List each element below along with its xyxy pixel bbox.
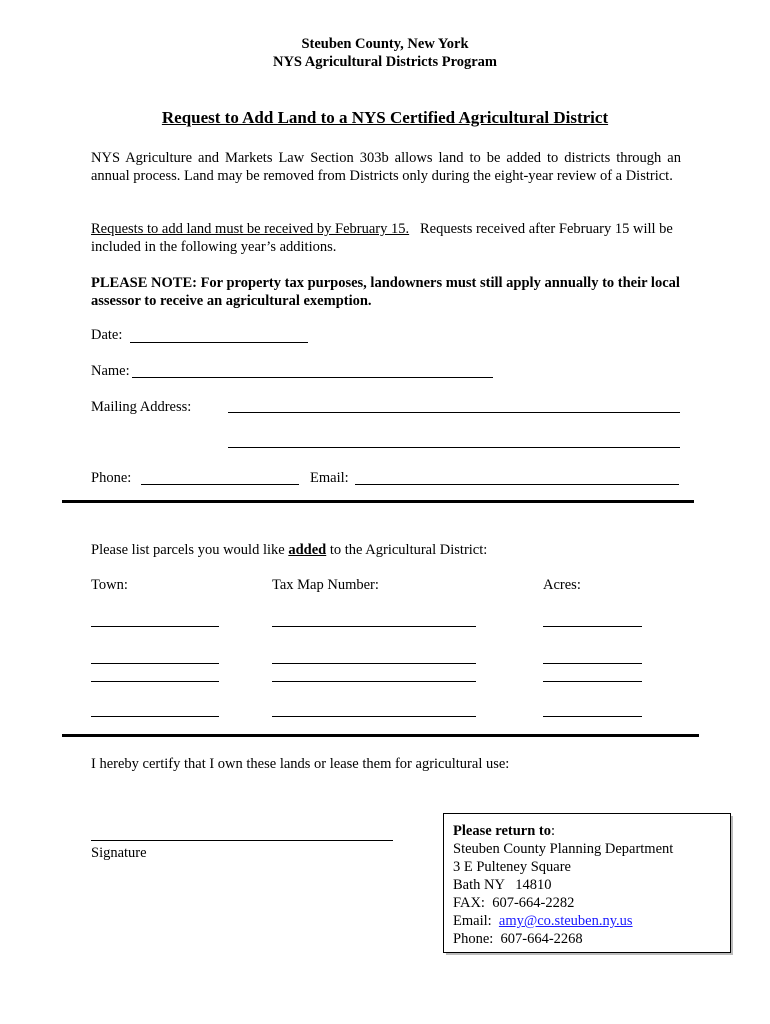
phone-field[interactable] <box>141 484 299 485</box>
parcel-taxmap-field-1[interactable] <box>272 626 476 627</box>
email-label: Email: <box>310 470 349 486</box>
parcel-town-field-3[interactable] <box>91 681 219 682</box>
parcel-acres-field-1[interactable] <box>543 626 642 627</box>
header-program: NYS Agricultural Districts Program <box>272 54 498 70</box>
parcels-instruction-start: Please list parcels you would like <box>91 542 289 558</box>
deadline-paragraph <box>91 220 681 256</box>
parcels-instruction <box>91 542 487 559</box>
parcel-acres-field-2[interactable] <box>543 663 642 664</box>
return-city: Bath NY 14810 <box>453 877 552 893</box>
parcel-acres-field-4[interactable] <box>543 716 642 717</box>
return-box-shadow-bottom <box>446 953 733 955</box>
col-taxmap-header: Tax Map Number: <box>272 577 379 593</box>
page-title: Request to Add Land to a NYS Certified Agricultural District <box>161 108 609 127</box>
return-address-box <box>443 813 731 953</box>
certify-statement: I hereby certify that I own these lands or lease them for agricultural use: <box>91 756 510 772</box>
return-dept: Steuben County Planning Department <box>453 841 674 857</box>
parcel-town-field-1[interactable] <box>91 626 219 627</box>
header-county: Steuben County, New York <box>301 36 469 52</box>
parcel-acres-field-3[interactable] <box>543 681 642 682</box>
name-field[interactable] <box>132 377 493 378</box>
parcel-taxmap-field-3[interactable] <box>272 681 476 682</box>
address-field-line1[interactable] <box>228 412 680 413</box>
section-divider-top <box>62 500 694 503</box>
phone-label: Phone: <box>91 470 132 486</box>
col-acres-header: Acres: <box>543 577 581 593</box>
deadline-rest: Requests received after February 15 will be included in the following year’s additions. <box>91 221 673 255</box>
return-heading: Please return to <box>453 823 551 839</box>
address-label: Mailing Address: <box>91 399 192 415</box>
signature-field[interactable] <box>91 840 393 841</box>
parcels-instruction-end: to the Agricultural District: <box>326 542 488 558</box>
return-fax: FAX: 607-664-2282 <box>453 895 575 911</box>
return-email-link[interactable]: amy@co.steuben.ny.us <box>498 913 633 929</box>
parcel-town-field-2[interactable] <box>91 663 219 664</box>
return-phone: Phone: 607-664-2268 <box>453 931 583 947</box>
return-email-label: Email: <box>453 913 499 929</box>
name-label: Name: <box>91 363 130 379</box>
return-heading-line <box>453 822 730 840</box>
col-town-header: Town: <box>91 577 128 593</box>
deadline-emphasis: Requests to add land must be received by February 15. <box>91 221 410 237</box>
parcel-taxmap-field-2[interactable] <box>272 663 476 664</box>
return-street: 3 E Pulteney Square <box>453 859 571 875</box>
signature-label: Signature <box>91 845 147 861</box>
address-field-line2[interactable] <box>228 447 680 448</box>
parcel-taxmap-field-4[interactable] <box>272 716 476 717</box>
date-field[interactable] <box>130 342 308 343</box>
section-divider-bottom <box>62 734 699 737</box>
parcel-town-field-4[interactable] <box>91 716 219 717</box>
email-field[interactable] <box>355 484 679 485</box>
parcels-instruction-emph: added <box>288 542 327 558</box>
date-label: Date: <box>91 327 123 343</box>
return-email-line <box>453 912 730 930</box>
intro-paragraph: NYS Agriculture and Markets Law Section 303b allows land to be added to districts through an annual process. Land may be removed from Districts only during the eight-year review of a District. <box>91 150 681 184</box>
return-heading-colon: : <box>550 823 556 839</box>
return-box-shadow-right <box>731 816 733 955</box>
tax-note: PLEASE NOTE: For property tax purposes, landowners must still apply annually to their local assessor to receive an agricultural exemption. <box>91 275 680 309</box>
